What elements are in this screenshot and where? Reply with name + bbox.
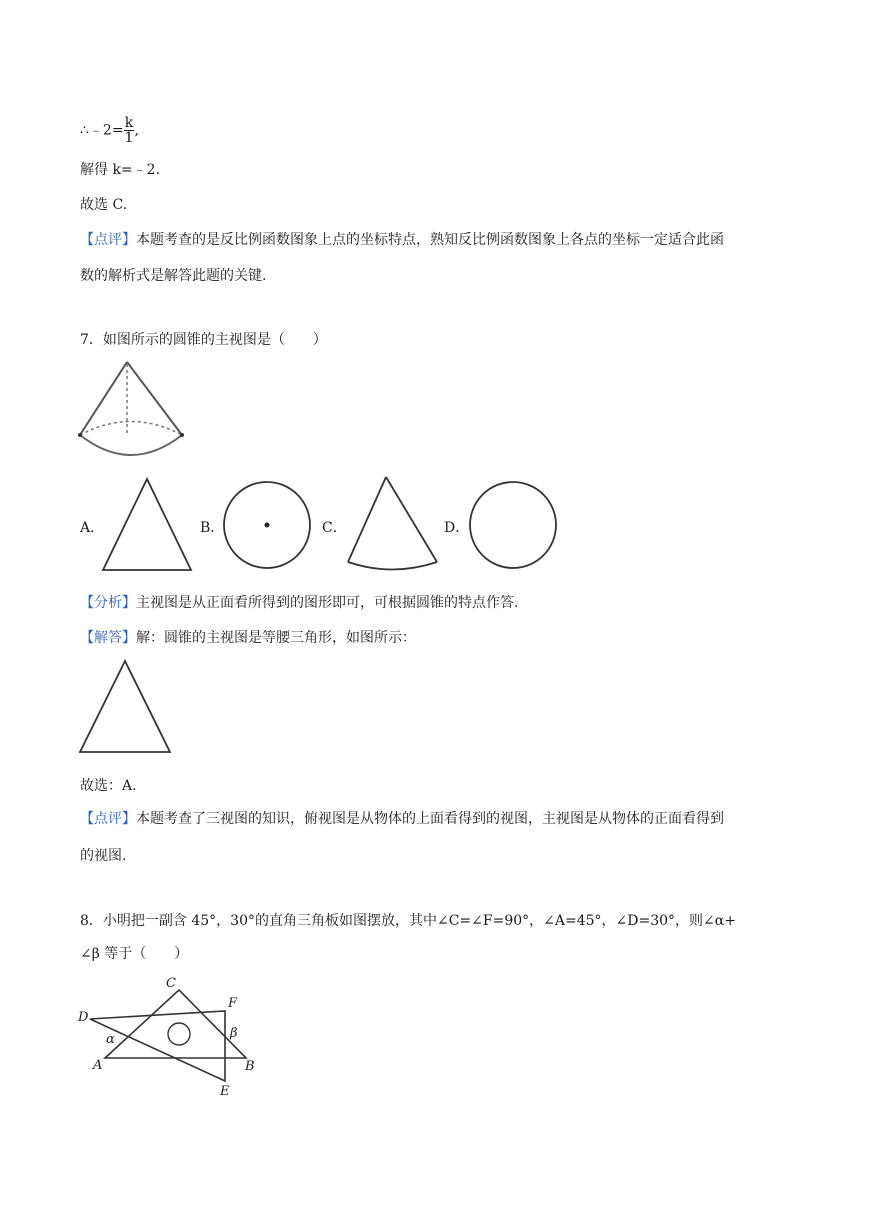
solution-triangle — [78, 658, 178, 758]
triangle-boards-figure — [78, 975, 268, 1105]
option-a-triangle[interactable] — [100, 476, 200, 576]
comment-tag: 【点评】 — [80, 811, 136, 827]
label-b: B — [245, 1059, 255, 1074]
comment-tag: 【点评】 — [80, 232, 136, 248]
solution-tag: 【解答】 — [80, 630, 136, 646]
therefore-suffix: , — [134, 122, 139, 139]
comment-text: 本题考查的是反比例函数图象上点的坐标特点，熟知反比例函数图象上各点的坐标一定适合此函 — [136, 232, 724, 248]
q7-question: 7．如图所示的圆锥的主视图是（ ） — [80, 332, 327, 348]
label-alpha: α — [106, 1032, 115, 1047]
q8-question-line2: ∠β 等于（ ） — [80, 946, 189, 962]
option-b-circle-with-dot[interactable] — [222, 480, 322, 580]
comment-text: 本题考查了三视图的知识，俯视图是从物体的上面看得到的视图，主视图是从物体的正面看得到 — [136, 811, 724, 827]
analysis-tag: 【分析】 — [80, 595, 136, 611]
option-c-sector[interactable] — [344, 474, 444, 584]
therefore-prefix: ∴﹣2= — [80, 122, 124, 139]
label-d: D — [78, 1010, 89, 1025]
q8-question-line1: 8．小明把一副含 45°，30°的直角三角板如图摆放，其中∠C=∠F=90°，∠A=45°，∠D=30°，则∠α+ — [80, 913, 736, 929]
q7-solution-line — [80, 627, 416, 647]
label-a: A — [93, 1058, 103, 1073]
label-e: E — [220, 1084, 230, 1099]
label-beta: β — [230, 1026, 238, 1041]
option-c-label: C． — [322, 520, 347, 536]
solution-text: 解：圆锥的主视图是等腰三角形，如图所示： — [136, 630, 416, 646]
option-d-label: D． — [444, 520, 470, 536]
q7-comment-line1 — [80, 808, 724, 828]
option-a-label: A． — [80, 520, 105, 536]
fraction-denominator: 1 — [124, 130, 134, 146]
q6-comment-line1 — [80, 229, 724, 249]
q6-comment-line2: 数的解析式是解答此题的关键. — [80, 268, 267, 284]
cone-figure — [78, 360, 188, 460]
q7-comment-line2: 的视图. — [80, 848, 127, 864]
solve-line: 解得 k=﹣2. — [80, 162, 161, 178]
option-b-label: B． — [200, 520, 225, 536]
q7-answer-line: 故选：A. — [80, 778, 137, 794]
fraction-k-over-1 — [124, 116, 135, 145]
analysis-text: 主视图是从正面看所得到的图形即可，可根据圆锥的特点作答. — [136, 595, 519, 611]
q7-analysis-line — [80, 592, 518, 612]
option-d-circle[interactable] — [468, 480, 568, 580]
q6-answer-line: 故选 C. — [80, 197, 128, 213]
fraction-numerator: k — [124, 115, 134, 131]
therefore-line — [80, 116, 139, 145]
label-f: F — [228, 996, 238, 1011]
label-c: C — [166, 976, 176, 991]
